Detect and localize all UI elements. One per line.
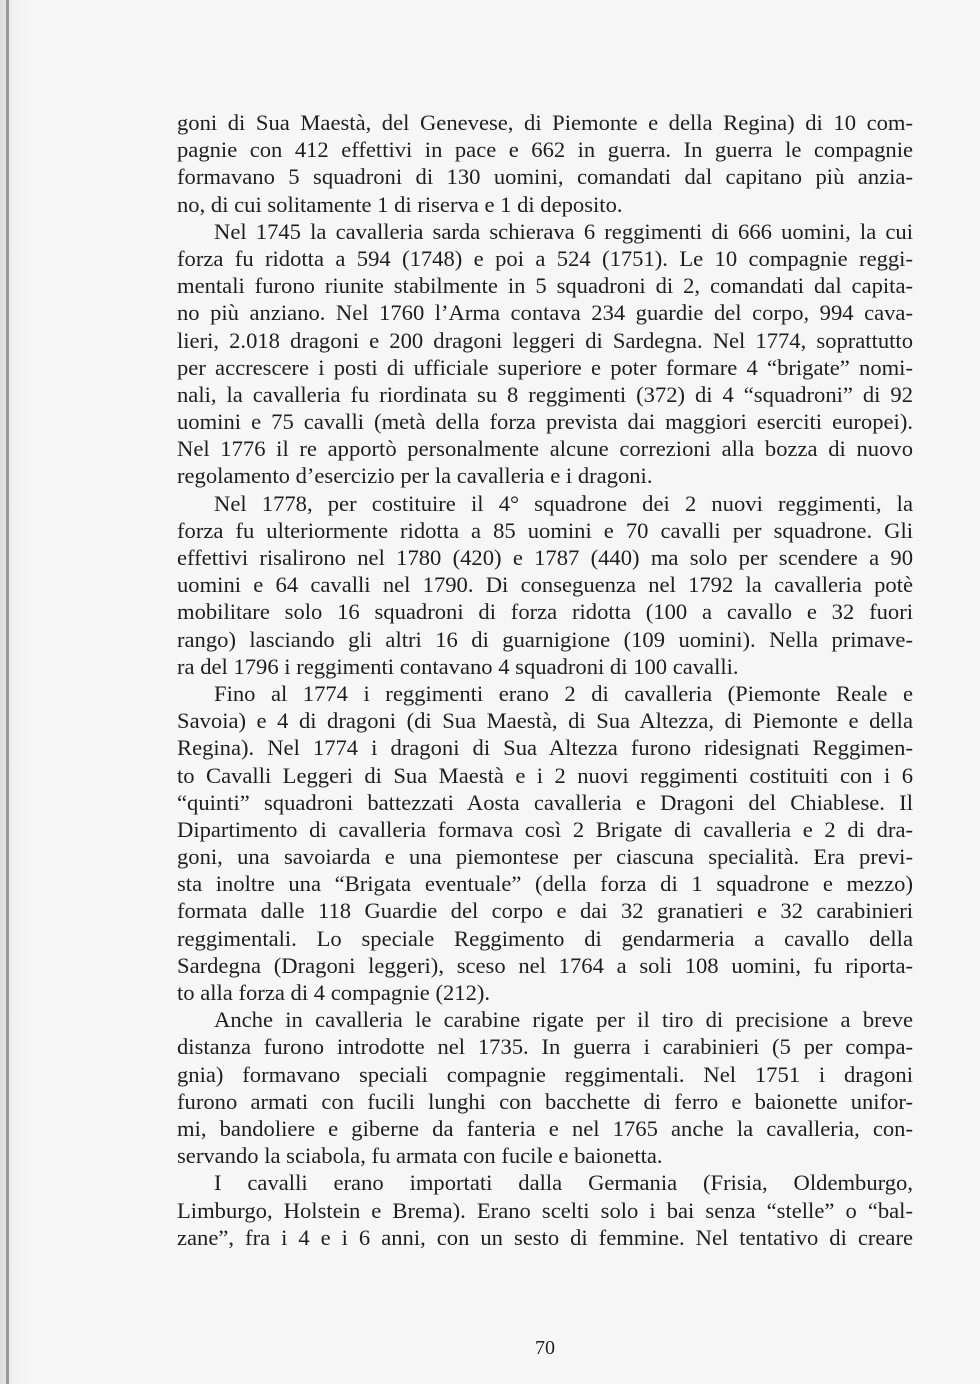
text-line: Nel 1745 la cavalleria sarda schierava 6 reggimenti di 666 uomini, la cui — [214, 218, 913, 244]
text-line: Nel 1776 il re apportò personalmente alcune correzioni alla bozza di nuovo — [177, 436, 913, 462]
text-line: to alla forza di 4 compagnie (212). — [177, 980, 491, 1005]
text-line: Regina). Nel 1774 i dragoni di Sua Altezza furono ridesignati Reggimen- — [177, 735, 913, 761]
text-line: forza fu ulteriormente ridotta a 85 uomini e 70 cavalli per squadrone. Gli — [177, 517, 913, 543]
text-line: “quinti” squadroni battezzati Aosta cavalleria e Dragoni del Chiablese. Il — [177, 789, 913, 815]
text-line: reggimentali. Lo speciale Reggimento di gendarmeria a cavallo della — [177, 925, 913, 951]
text-line: Sardegna (Dragoni leggeri), sceso nel 1764 a soli 108 uomini, fu riporta- — [177, 952, 913, 978]
text-line: Savoia) e 4 di dragoni (di Sua Maestà, di Sua Altezza, di Piemonte e della — [177, 708, 913, 734]
body-text — [177, 109, 913, 1251]
text-line: uomini e 64 cavalli nel 1790. Di conseguenza nel 1792 la cavalleria potè — [177, 572, 913, 598]
text-line: rango) lasciando gli altri 16 di guarnigione (109 uomini). Nella primave- — [177, 626, 913, 652]
text-line: goni di Sua Maestà, del Genevese, di Piemonte e della Regina) di 10 com- — [177, 110, 913, 135]
text-line: furono armati con fucili lunghi con bacchette di ferro e baionette unifor- — [177, 1088, 913, 1114]
text-line: Limburgo, Holstein e Brema). Erano scelti solo i bai senza “stelle” o “bal- — [177, 1197, 913, 1223]
text-line: Nel 1778, per costituire il 4° squadrone dei 2 nuovi reggimenti, la — [214, 490, 913, 516]
page-number: 70 — [535, 1337, 555, 1359]
text-line: distanza furono introdotte nel 1735. In guerra i carabinieri (5 per compa- — [177, 1034, 913, 1060]
text-line: Dipartimento di cavalleria formava così 2 Brigate di cavalleria e 2 di dra- — [177, 816, 913, 842]
text-line: sta inoltre una “Brigata eventuale” (della forza di 1 squadrone e mezzo) — [177, 871, 913, 897]
text-line: Anche in cavalleria le carabine rigate per il tiro di precisione a breve — [214, 1007, 913, 1033]
text-line: mentali furono riunite stabilmente in 5 squadroni di 2, comandati dal capita- — [177, 273, 913, 299]
text-line: formavano 5 squadroni di 130 uomini, comandati dal capitano più anzia- — [177, 164, 913, 190]
text-line: pagnie con 412 effettivi in pace e 662 in guerra. In guerra le compagnie — [177, 137, 913, 163]
text-line: no, di cui solitamente 1 di riserva e 1 di deposito. — [177, 191, 623, 217]
text-line: mi, bandoliere e giberne da fanteria e nel 1765 anche la cavalleria, con- — [177, 1115, 913, 1141]
text-line: forza fu ridotta a 594 (1748) e poi a 524 (1751). Le 10 compagnie reggi- — [177, 245, 913, 271]
text-line: no più anziano. Nel 1760 l’Arma contava 234 guardie del corpo, 994 cava- — [177, 300, 913, 326]
binding-edge — [6, 0, 9, 1384]
text-line: formata dalle 118 Guardie del corpo e dai 32 granatieri e 32 carabinieri — [177, 898, 913, 924]
text-line: regolamento d’esercizio per la cavalleria e i dragoni. — [177, 463, 653, 489]
text-line: uomini e 75 cavalli (metà della forza prevista dai maggiori eserciti europei). — [177, 409, 913, 435]
text-line: goni, una savoiarda e una piemontese per ciascuna specialità. Era previ- — [177, 844, 913, 870]
text-line: I cavalli erano importati dalla Germania (Frisia, Oldemburgo, — [214, 1170, 913, 1196]
text-line: to Cavalli Leggeri di Sua Maestà e i 2 nuovi reggimenti costituiti con i 6 — [177, 762, 913, 788]
text-line: Fino al 1774 i reggimenti erano 2 di cavalleria (Piemonte Reale e — [214, 680, 913, 706]
text-line: ra del 1796 i reggimenti contavano 4 squadroni di 100 cavalli. — [177, 653, 739, 679]
text-line: mobilitare solo 16 squadroni di forza ridotta (100 a cavallo e 32 fuori — [177, 599, 913, 625]
text-line: lieri, 2.018 dragoni e 200 dragoni leggeri di Sardegna. Nel 1774, soprattutto — [177, 327, 913, 353]
text-line: servando la sciabola, fu armata con fucile e baionetta. — [177, 1143, 663, 1169]
text-line: gnia) formavano speciali compagnie reggimentali. Nel 1751 i dragoni — [177, 1061, 913, 1087]
text-line: effettivi risalirono nel 1780 (420) e 1787 (440) ma solo per scendere a 90 — [177, 545, 913, 570]
text-line: zane”, fra i 4 e i 6 anni, con un sesto di femmine. Nel tentativo di creare — [177, 1224, 913, 1250]
text-line: nali, la cavalleria fu riordinata su 8 reggimenti (372) di 4 “squadroni” di 92 — [177, 381, 913, 407]
text-line: per accrescere i posti di ufficiale superiore e poter formare 4 “brigate” nomi- — [177, 354, 913, 380]
